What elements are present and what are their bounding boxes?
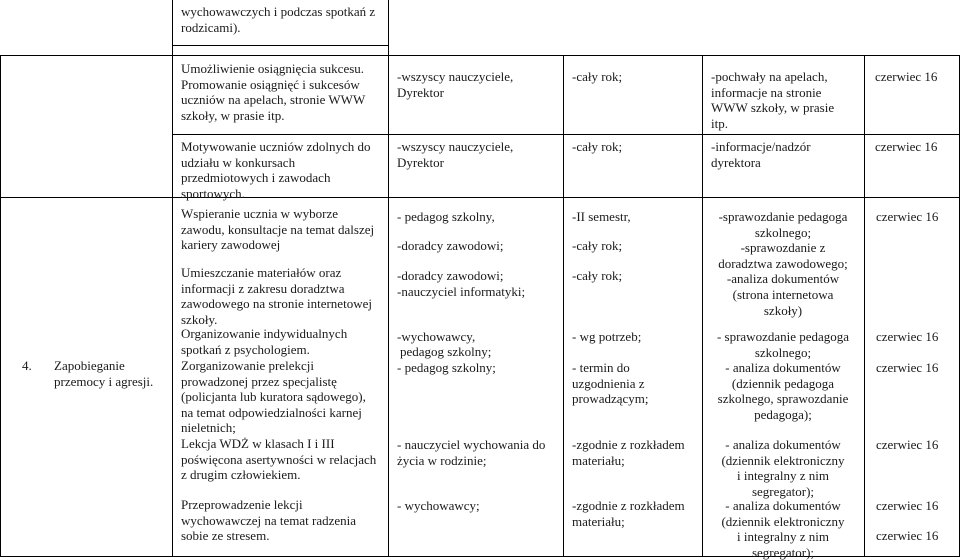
- block-task: Zorganizowanie prelekcji prowadzonej przez specjalistę (policjanta lub kuratora sądowego), na temat odpowiedzialności karnej nieletnich;: [181, 358, 366, 436]
- block-task: Wspieranie ucznia w wyborze zawodu, konsultacje na temat dalszej kariery zawodowej: [181, 206, 375, 253]
- row-timing: -cały rok;: [572, 139, 623, 154]
- table-rule-top-fragment: [172, 45, 388, 46]
- block-task: Umieszczanie materiałów oraz informacji z zakresu doradztwa zawodowego na stronie internetowej szkoły.: [181, 265, 372, 327]
- block-responsible: pedagog szkolny;: [400, 344, 492, 359]
- row-timing: -cały rok;: [572, 69, 623, 84]
- row-evaluation: -informacje/nadzór dyrektora: [711, 139, 811, 170]
- block-timing: -zgodnie z rozkładem materiału;: [572, 498, 685, 529]
- block-timing: -II semestr,: [572, 209, 631, 224]
- block-task: Przeprowadzenie lekcji wychowawczej na temat radzenia sobie ze stresem.: [181, 497, 357, 544]
- row-responsible: -wszyscy nauczyciele, Dyrektor: [397, 69, 514, 100]
- row-task: Umożliwienie osiągnięcia sukcesu. Promowanie osiągnięć i sukcesów uczniów na apelach, stronie WWW szkoły, w prasie itp.: [181, 61, 366, 123]
- block-date: czerwiec 16: [876, 209, 939, 224]
- table-rule-row3: [0, 197, 960, 198]
- block-evaluation: - analiza dokumentów (dziennik pedagoga szkolnego, sprawozdanie pedagoga);: [717, 360, 849, 422]
- table-col-divider: [563, 55, 564, 557]
- table-col-divider: [864, 55, 865, 557]
- block-task: Lekcja WDŻ w klasach I i III poświęcona asertywności w relacjach z drugim człowiekiem.: [181, 436, 377, 483]
- block-timing: - wg potrzeb;: [572, 329, 642, 344]
- top-fragment-text: wychowawczych i podczas spotkań z rodzicami).: [181, 4, 376, 35]
- table-rule-top: [0, 55, 960, 56]
- row-responsible: -wszyscy nauczyciele, Dyrektor: [397, 139, 514, 170]
- row-date: czerwiec 16: [875, 69, 938, 84]
- block-date: czerwiec 16: [876, 498, 939, 513]
- block-evaluation: - sprawozdanie pedagoga szkolnego;: [716, 329, 850, 360]
- block-timing: - termin do uzgodnienia z prowadzącym;: [572, 360, 649, 407]
- block-date: czerwiec 16: [876, 360, 939, 375]
- section-title: Zapobieganie przemocy i agresji.: [54, 358, 154, 389]
- block-responsible: - pedagog szkolny;: [397, 360, 496, 375]
- block-responsible: -wychowawcy,: [397, 329, 476, 344]
- block-evaluation: -sprawozdanie pedagoga szkolnego; -sprawozdanie z doradztwa zawodowego; -analiza dokumentów (strona internetowa szkoły): [718, 209, 848, 318]
- table-rule-row2: [172, 134, 960, 135]
- block-responsible: - wychowawcy;: [397, 498, 480, 513]
- block-responsible: -doradcy zawodowi; -nauczyciel informatyki;: [397, 268, 526, 299]
- block-evaluation: - analiza dokumentów (dziennik elektroniczny i integralny z nim segregator);: [721, 498, 845, 560]
- block-task: Organizowanie indywidualnych spotkań z psychologiem.: [181, 326, 348, 357]
- row-date: czerwiec 16: [875, 139, 938, 154]
- section-number: 4.: [22, 358, 32, 373]
- block-timing: -zgodnie z rozkładem materiału;: [572, 437, 685, 468]
- table-col-divider: [172, 0, 173, 557]
- block-responsible: -doradcy zawodowi;: [397, 238, 504, 253]
- block-evaluation: - analiza dokumentów (dziennik elektroniczny i integralny z nim segregator);: [721, 437, 845, 499]
- block-responsible: - nauczyciel wychowania do życia w rodzinie;: [397, 437, 546, 468]
- row-task: Motywowanie uczniów zdolnych do udziału w konkursach przedmiotowych i zawodach sportowych.: [181, 139, 371, 201]
- block-date: czerwiec 16: [876, 437, 939, 452]
- row-evaluation: -pochwały na apelach, informacje na stronie WWW szkoły, w prasie itp.: [711, 69, 835, 131]
- block-date: czerwiec 16: [876, 528, 939, 543]
- block-timing: -cały rok;: [572, 268, 623, 283]
- table-col-divider: [0, 55, 1, 557]
- block-date: czerwiec 16: [876, 329, 939, 344]
- table-col-divider: [388, 0, 389, 557]
- block-responsible: - pedagog szkolny,: [397, 209, 495, 224]
- block-timing: -cały rok;: [572, 238, 623, 253]
